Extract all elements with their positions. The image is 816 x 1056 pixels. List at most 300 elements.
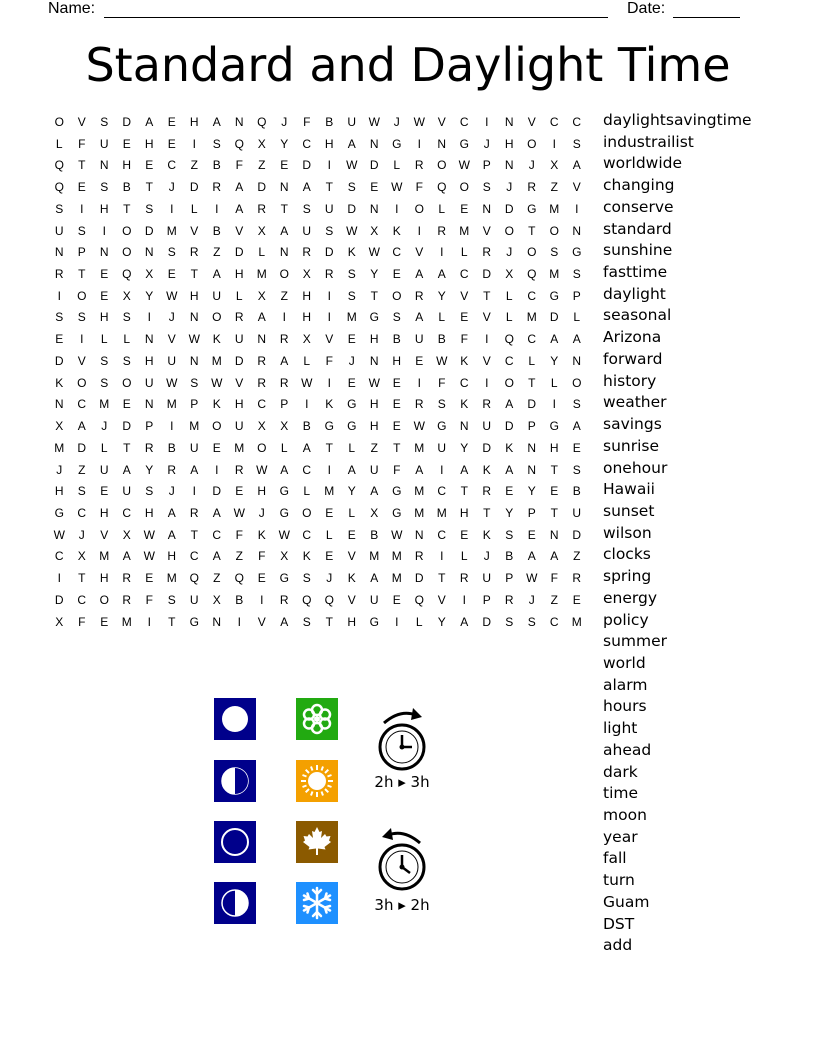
grid-cell[interactable]: L (303, 353, 311, 368)
grid-cell[interactable]: J (168, 484, 175, 499)
grid-cell[interactable]: C (122, 505, 132, 520)
grid-cell[interactable]: N (504, 115, 514, 129)
grid-cell[interactable]: I (417, 375, 421, 390)
grid-cell[interactable]: L (55, 136, 63, 151)
grid-cell[interactable]: Z (280, 288, 288, 303)
grid-cell[interactable]: E (392, 419, 401, 434)
grid-cell[interactable]: M (166, 397, 177, 412)
grid-cell[interactable]: D (189, 180, 199, 195)
grid-cell[interactable]: S (122, 353, 131, 368)
grid-cell[interactable]: I (395, 614, 399, 629)
grid-cell[interactable]: W (143, 527, 155, 542)
grid-cell[interactable]: F (78, 136, 86, 151)
grid-cell[interactable]: Z (190, 158, 198, 173)
grid-cell[interactable]: D (347, 201, 357, 216)
grid-cell[interactable]: H (549, 440, 559, 455)
grid-cell[interactable]: J (56, 462, 63, 477)
grid-cell[interactable]: H (54, 484, 64, 499)
grid-cell[interactable]: R (459, 571, 469, 586)
grid-cell[interactable]: A (212, 267, 221, 282)
grid-cell[interactable]: F (258, 549, 266, 564)
grid-cell[interactable]: W (346, 223, 358, 238)
grid-cell[interactable]: R (189, 505, 199, 520)
grid-cell[interactable]: U (369, 592, 379, 607)
grid-cell[interactable]: E (392, 267, 401, 282)
grid-cell[interactable]: R (122, 592, 132, 607)
grid-cell[interactable]: U (189, 440, 199, 455)
grid-cell[interactable]: L (550, 375, 558, 390)
grid-cell[interactable]: J (528, 158, 535, 173)
grid-cell[interactable]: C (549, 614, 559, 629)
grid-cell[interactable]: S (190, 375, 199, 390)
grid-cell[interactable]: N (279, 180, 289, 195)
grid-cell[interactable]: A (190, 462, 199, 477)
grid-cell[interactable]: U (302, 223, 312, 238)
grid-cell[interactable]: C (167, 158, 177, 173)
grid-cell[interactable]: G (279, 484, 289, 499)
grid-cell[interactable]: H (302, 288, 312, 303)
grid-cell[interactable]: T (123, 440, 131, 455)
grid-cell[interactable]: N (527, 462, 537, 477)
grid-cell[interactable]: H (234, 397, 244, 412)
grid-cell[interactable]: U (572, 505, 582, 520)
grid-cell[interactable]: C (527, 332, 537, 347)
grid-cell[interactable]: P (527, 505, 536, 520)
grid-cell[interactable]: C (212, 527, 222, 542)
grid-cell[interactable]: S (302, 571, 311, 586)
grid-cell[interactable]: S (302, 201, 311, 216)
grid-cell[interactable]: X (77, 549, 86, 564)
grid-cell[interactable]: Z (550, 592, 558, 607)
grid-cell[interactable]: S (347, 180, 356, 195)
name-field[interactable] (104, 17, 608, 18)
grid-cell[interactable]: T (78, 158, 86, 173)
grid-cell[interactable]: W (346, 158, 358, 173)
grid-cell[interactable]: Y (437, 614, 446, 629)
grid-cell[interactable]: G (369, 310, 379, 325)
grid-cell[interactable]: U (369, 462, 379, 477)
grid-cell[interactable]: T (325, 440, 333, 455)
grid-cell[interactable]: R (212, 180, 222, 195)
grid-cell[interactable]: I (440, 462, 444, 477)
grid-cell[interactable]: A (415, 310, 424, 325)
grid-cell[interactable]: N (54, 245, 64, 260)
grid-cell[interactable]: U (234, 332, 244, 347)
grid-cell[interactable]: T (483, 505, 491, 520)
grid-cell[interactable]: U (122, 484, 132, 499)
grid-cell[interactable]: S (437, 397, 446, 412)
grid-cell[interactable]: F (235, 527, 243, 542)
grid-cell[interactable]: U (54, 223, 64, 238)
grid-cell[interactable]: W (368, 245, 380, 260)
grid-cell[interactable]: D (527, 397, 537, 412)
grid-cell[interactable]: D (369, 158, 379, 173)
grid-cell[interactable]: E (122, 397, 131, 412)
grid-cell[interactable]: S (100, 180, 109, 195)
grid-cell[interactable]: W (458, 158, 470, 173)
grid-cell[interactable]: T (550, 505, 558, 520)
grid-cell[interactable]: N (549, 527, 559, 542)
grid-cell[interactable]: O (212, 419, 222, 434)
grid-cell[interactable]: D (54, 353, 64, 368)
grid-cell[interactable]: L (348, 505, 356, 520)
grid-cell[interactable]: D (234, 353, 244, 368)
grid-cell[interactable]: L (325, 527, 333, 542)
grid-cell[interactable]: U (99, 462, 109, 477)
grid-cell[interactable]: I (485, 332, 489, 347)
grid-cell[interactable]: W (526, 571, 538, 586)
grid-cell[interactable]: A (257, 310, 266, 325)
grid-cell[interactable]: D (54, 592, 64, 607)
grid-cell[interactable]: R (482, 484, 492, 499)
grid-cell[interactable]: E (347, 375, 356, 390)
grid-cell[interactable]: N (369, 201, 379, 216)
grid-cell[interactable]: X (550, 158, 559, 173)
grid-cell[interactable]: T (168, 614, 176, 629)
grid-cell[interactable]: C (77, 592, 87, 607)
grid-cell[interactable]: N (212, 614, 222, 629)
grid-cell[interactable]: C (437, 527, 447, 542)
grid-cell[interactable]: O (99, 592, 109, 607)
grid-cell[interactable]: M (211, 353, 222, 368)
grid-cell[interactable]: V (482, 223, 491, 238)
grid-cell[interactable]: K (212, 332, 221, 347)
grid-cell[interactable]: X (505, 267, 514, 282)
grid-cell[interactable]: S (100, 375, 109, 390)
grid-cell[interactable]: T (123, 201, 131, 216)
grid-cell[interactable]: H (189, 288, 199, 303)
grid-cell[interactable]: Q (189, 571, 199, 586)
grid-cell[interactable]: A (235, 201, 244, 216)
grid-cell[interactable]: Z (235, 549, 243, 564)
grid-cell[interactable]: D (234, 245, 244, 260)
grid-cell[interactable]: W (368, 375, 380, 390)
grid-cell[interactable]: E (550, 484, 559, 499)
grid-cell[interactable]: T (78, 571, 86, 586)
grid-cell[interactable]: H (347, 614, 357, 629)
grid-cell[interactable]: A (212, 115, 221, 129)
grid-cell[interactable]: R (414, 158, 424, 173)
grid-cell[interactable]: B (122, 180, 131, 195)
grid-cell[interactable]: O (437, 158, 447, 173)
grid-cell[interactable]: R (414, 288, 424, 303)
grid-cell[interactable]: Y (527, 484, 536, 499)
grid-cell[interactable]: Q (302, 592, 312, 607)
grid-cell[interactable]: G (549, 419, 559, 434)
grid-cell[interactable]: H (504, 136, 514, 151)
grid-cell[interactable]: R (527, 180, 537, 195)
grid-cell[interactable]: X (122, 527, 131, 542)
grid-cell[interactable]: N (527, 440, 537, 455)
grid-cell[interactable]: R (324, 267, 334, 282)
grid-cell[interactable]: V (77, 353, 86, 368)
grid-cell[interactable]: A (280, 223, 289, 238)
grid-cell[interactable]: R (414, 549, 424, 564)
grid-cell[interactable]: A (212, 505, 221, 520)
grid-cell[interactable]: F (145, 592, 153, 607)
grid-cell[interactable]: D (549, 310, 559, 325)
grid-cell[interactable]: B (235, 592, 244, 607)
grid-cell[interactable]: K (325, 397, 334, 412)
grid-cell[interactable]: M (391, 549, 402, 564)
grid-cell[interactable]: L (505, 288, 513, 303)
grid-cell[interactable]: Q (54, 180, 64, 195)
grid-cell[interactable]: V (235, 223, 244, 238)
grid-cell[interactable]: E (347, 527, 356, 542)
grid-cell[interactable]: I (80, 332, 84, 347)
date-field[interactable] (673, 17, 740, 18)
grid-cell[interactable]: F (393, 462, 401, 477)
grid-cell[interactable]: F (415, 180, 423, 195)
grid-cell[interactable]: E (55, 332, 64, 347)
grid-cell[interactable]: O (572, 375, 582, 390)
grid-cell[interactable]: R (414, 397, 424, 412)
grid-cell[interactable]: L (303, 484, 311, 499)
grid-cell[interactable]: A (212, 549, 221, 564)
grid-cell[interactable]: I (147, 310, 151, 325)
grid-cell[interactable]: I (485, 115, 489, 129)
grid-cell[interactable]: W (211, 375, 223, 390)
grid-cell[interactable]: M (526, 310, 537, 325)
grid-cell[interactable]: G (527, 201, 537, 216)
grid-cell[interactable]: I (575, 201, 579, 216)
grid-cell[interactable]: V (572, 180, 581, 195)
grid-cell[interactable]: U (482, 571, 492, 586)
grid-cell[interactable]: S (145, 484, 154, 499)
grid-cell[interactable]: H (234, 267, 244, 282)
grid-cell[interactable]: M (459, 223, 470, 238)
grid-cell[interactable]: C (302, 136, 312, 151)
grid-cell[interactable]: P (145, 419, 154, 434)
grid-cell[interactable]: U (144, 375, 154, 390)
grid-cell[interactable]: E (235, 484, 244, 499)
grid-cell[interactable]: W (278, 527, 290, 542)
grid-cell[interactable]: V (190, 223, 199, 238)
grid-cell[interactable]: M (414, 484, 425, 499)
grid-cell[interactable]: L (100, 440, 108, 455)
grid-cell[interactable]: C (257, 397, 267, 412)
grid-cell[interactable]: E (392, 397, 401, 412)
grid-cell[interactable]: D (144, 223, 154, 238)
grid-cell[interactable]: I (305, 397, 309, 412)
grid-cell[interactable]: S (55, 310, 64, 325)
grid-cell[interactable]: W (391, 527, 403, 542)
grid-cell[interactable]: F (235, 158, 243, 173)
grid-cell[interactable]: N (369, 353, 379, 368)
grid-cell[interactable]: R (257, 201, 267, 216)
grid-cell[interactable]: R (572, 571, 582, 586)
grid-cell[interactable]: J (101, 419, 108, 434)
grid-cell[interactable]: O (122, 375, 132, 390)
grid-cell[interactable]: H (99, 201, 109, 216)
grid-cell[interactable]: L (415, 614, 423, 629)
grid-cell[interactable]: R (437, 223, 447, 238)
grid-cell[interactable]: M (99, 549, 110, 564)
grid-cell[interactable]: I (440, 549, 444, 564)
grid-cell[interactable]: G (279, 571, 289, 586)
grid-cell[interactable]: R (504, 592, 514, 607)
grid-cell[interactable]: Y (145, 288, 154, 303)
grid-cell[interactable]: X (280, 549, 289, 564)
grid-cell[interactable]: I (395, 201, 399, 216)
grid-cell[interactable]: K (505, 440, 514, 455)
grid-cell[interactable]: K (482, 527, 491, 542)
grid-cell[interactable]: L (190, 201, 198, 216)
grid-cell[interactable]: L (393, 158, 401, 173)
grid-cell[interactable]: E (212, 440, 221, 455)
grid-cell[interactable]: T (190, 267, 198, 282)
grid-cell[interactable]: G (392, 484, 402, 499)
grid-cell[interactable]: X (212, 592, 221, 607)
grid-cell[interactable]: E (460, 310, 469, 325)
grid-cell[interactable]: F (303, 115, 311, 129)
grid-cell[interactable]: L (438, 310, 446, 325)
grid-cell[interactable]: L (438, 201, 446, 216)
grid-cell[interactable]: I (327, 158, 331, 173)
grid-cell[interactable]: H (302, 310, 312, 325)
grid-cell[interactable]: T (528, 375, 536, 390)
grid-cell[interactable]: A (167, 505, 176, 520)
grid-cell[interactable]: H (167, 549, 177, 564)
grid-cell[interactable]: N (482, 201, 492, 216)
grid-cell[interactable]: M (256, 267, 267, 282)
grid-cell[interactable]: P (190, 397, 199, 412)
grid-cell[interactable]: L (573, 310, 581, 325)
grid-cell[interactable]: O (212, 310, 222, 325)
grid-cell[interactable]: O (504, 223, 514, 238)
grid-cell[interactable]: A (370, 484, 379, 499)
grid-cell[interactable]: G (392, 505, 402, 520)
grid-cell[interactable]: B (212, 223, 221, 238)
grid-cell[interactable]: X (257, 288, 266, 303)
grid-cell[interactable]: B (370, 527, 379, 542)
grid-cell[interactable]: R (234, 462, 244, 477)
grid-cell[interactable]: D (504, 419, 514, 434)
grid-cell[interactable]: I (192, 484, 196, 499)
grid-cell[interactable]: I (192, 136, 196, 151)
grid-cell[interactable]: Q (234, 136, 244, 151)
grid-cell[interactable]: M (414, 505, 425, 520)
grid-cell[interactable]: E (460, 201, 469, 216)
grid-cell[interactable]: V (527, 115, 536, 129)
grid-cell[interactable]: Q (234, 571, 244, 586)
grid-cell[interactable]: I (327, 310, 331, 325)
grid-cell[interactable]: N (572, 353, 582, 368)
grid-cell[interactable]: V (415, 245, 424, 260)
grid-cell[interactable]: S (122, 310, 131, 325)
grid-cell[interactable]: R (279, 332, 289, 347)
grid-cell[interactable]: O (77, 375, 87, 390)
grid-cell[interactable]: M (436, 505, 447, 520)
grid-cell[interactable]: Z (213, 571, 221, 586)
grid-cell[interactable]: X (370, 505, 379, 520)
grid-cell[interactable]: X (302, 332, 311, 347)
grid-cell[interactable]: J (528, 592, 535, 607)
grid-cell[interactable]: A (460, 614, 469, 629)
grid-cell[interactable]: G (392, 136, 402, 151)
grid-cell[interactable]: J (168, 310, 175, 325)
grid-cell[interactable]: O (459, 180, 469, 195)
grid-cell[interactable]: J (393, 115, 400, 129)
grid-cell[interactable]: A (550, 549, 559, 564)
grid-cell[interactable]: V (437, 115, 446, 129)
grid-cell[interactable]: Q (122, 267, 132, 282)
grid-cell[interactable]: I (215, 462, 219, 477)
grid-cell[interactable]: S (347, 288, 356, 303)
grid-cell[interactable]: V (460, 288, 469, 303)
grid-cell[interactable]: Y (347, 484, 356, 499)
grid-cell[interactable]: S (77, 484, 86, 499)
grid-cell[interactable]: E (572, 440, 581, 455)
grid-cell[interactable]: M (549, 267, 560, 282)
grid-cell[interactable]: A (145, 115, 154, 129)
grid-cell[interactable]: I (215, 201, 219, 216)
grid-cell[interactable]: Y (460, 440, 469, 455)
grid-cell[interactable]: E (100, 267, 109, 282)
grid-cell[interactable]: Q (527, 267, 537, 282)
grid-cell[interactable]: I (57, 571, 61, 586)
grid-cell[interactable]: S (302, 614, 311, 629)
grid-cell[interactable]: R (144, 440, 154, 455)
grid-cell[interactable]: V (235, 375, 244, 390)
grid-cell[interactable]: M (346, 310, 357, 325)
grid-cell[interactable]: C (527, 288, 537, 303)
grid-cell[interactable]: D (482, 267, 492, 282)
grid-cell[interactable]: R (167, 462, 177, 477)
grid-cell[interactable]: E (122, 136, 131, 151)
grid-cell[interactable]: Y (505, 505, 514, 520)
grid-cell[interactable]: R (122, 571, 132, 586)
grid-cell[interactable]: S (100, 353, 109, 368)
grid-cell[interactable]: Y (437, 288, 446, 303)
grid-cell[interactable]: I (440, 245, 444, 260)
grid-cell[interactable]: E (325, 505, 334, 520)
grid-cell[interactable]: R (279, 592, 289, 607)
grid-cell[interactable]: W (233, 505, 245, 520)
grid-cell[interactable]: L (528, 353, 536, 368)
grid-cell[interactable]: H (189, 115, 199, 129)
grid-cell[interactable]: Y (280, 136, 289, 151)
grid-cell[interactable]: S (572, 397, 581, 412)
grid-cell[interactable]: M (166, 223, 177, 238)
grid-cell[interactable]: A (167, 527, 176, 542)
grid-cell[interactable]: J (168, 180, 175, 195)
grid-cell[interactable]: X (257, 419, 266, 434)
grid-cell[interactable]: S (77, 310, 86, 325)
grid-cell[interactable]: P (527, 419, 536, 434)
grid-cell[interactable]: M (391, 571, 402, 586)
grid-cell[interactable]: D (122, 115, 132, 129)
grid-cell[interactable]: S (167, 592, 176, 607)
grid-cell[interactable]: I (57, 288, 61, 303)
grid-cell[interactable]: P (572, 288, 581, 303)
grid-cell[interactable]: L (348, 440, 356, 455)
grid-cell[interactable]: A (415, 267, 424, 282)
grid-cell[interactable]: O (527, 245, 537, 260)
grid-cell[interactable]: E (257, 571, 266, 586)
grid-cell[interactable]: L (505, 310, 513, 325)
grid-cell[interactable]: S (482, 180, 491, 195)
grid-cell[interactable]: Y (370, 267, 379, 282)
grid-cell[interactable]: U (437, 440, 447, 455)
grid-cell[interactable]: O (122, 223, 132, 238)
grid-cell[interactable]: C (549, 115, 559, 129)
grid-cell[interactable]: Q (414, 592, 424, 607)
grid-cell[interactable]: X (257, 223, 266, 238)
grid-cell[interactable]: G (549, 288, 559, 303)
grid-cell[interactable]: S (55, 201, 64, 216)
grid-cell[interactable]: M (549, 201, 560, 216)
